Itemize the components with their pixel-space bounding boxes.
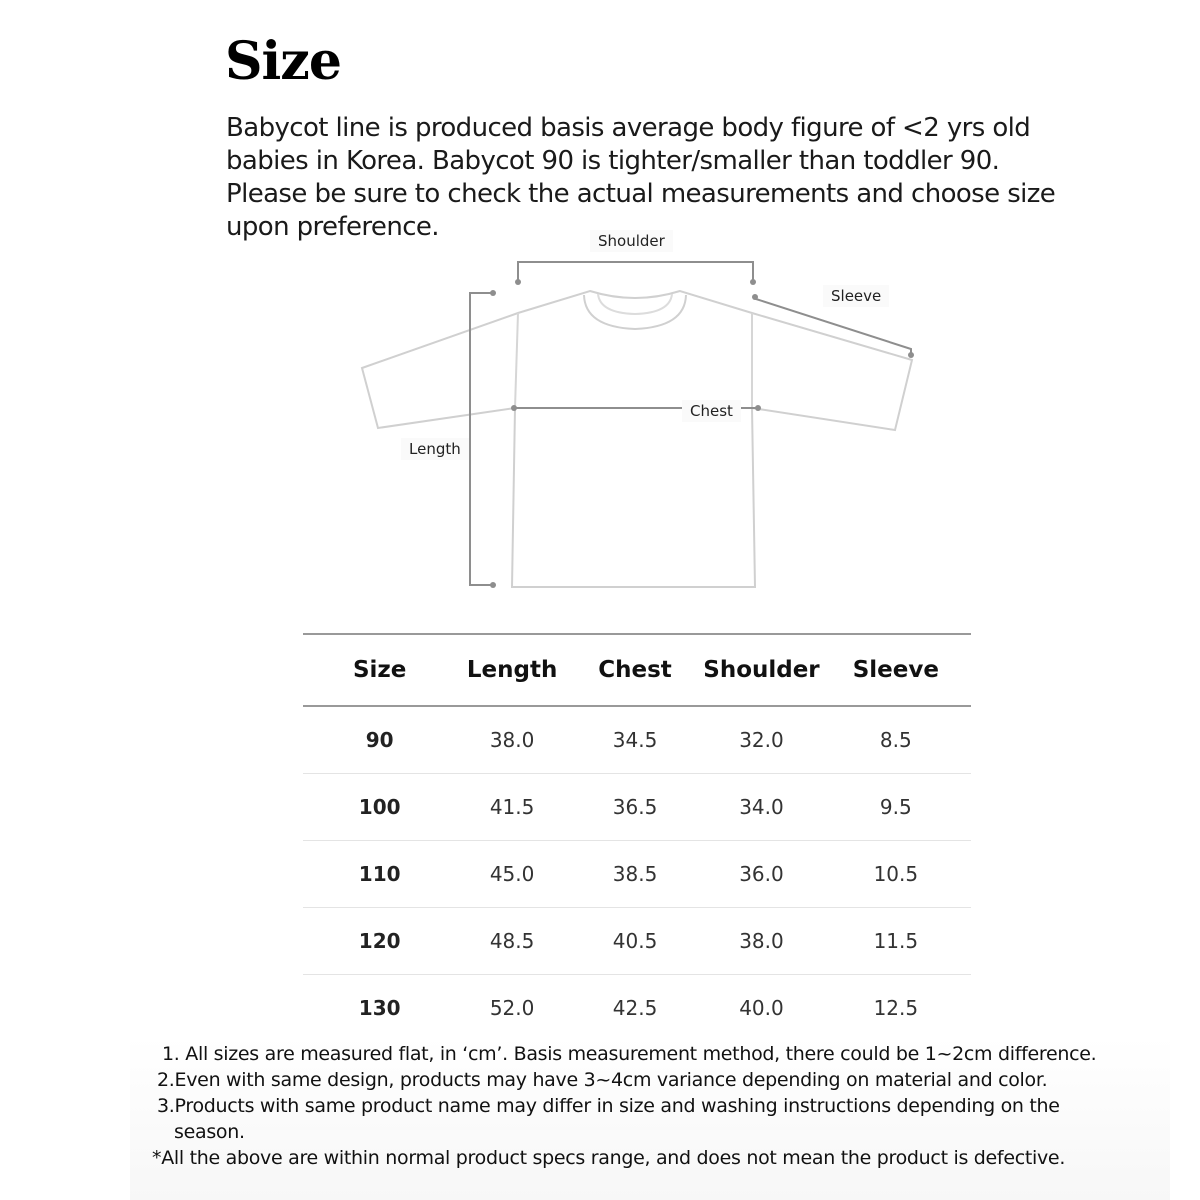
sleeve-label: Sleeve [823,285,889,307]
size-cell: 110 [303,841,456,908]
chest-cell: 40.5 [568,908,702,975]
sleeve-cell: 12.5 [821,975,971,1043]
chest-label: Chest [682,400,741,422]
length-endpoint [490,582,496,588]
header-shoulder: Shoulder [702,634,820,706]
sleeve-cell: 8.5 [821,706,971,774]
chest-endpoint [511,405,517,411]
shoulder-cell: 34.0 [702,774,820,841]
header-length: Length [456,634,567,706]
length-cell: 48.5 [456,908,567,975]
table-row [303,908,971,975]
sleeve-cell: 9.5 [821,774,971,841]
size-table [303,633,971,1043]
length-cell: 45.0 [456,841,567,908]
size-cell: 100 [303,774,456,841]
shoulder-cell: 38.0 [702,908,820,975]
intro-line: upon preference. [226,212,439,242]
table-row [303,774,971,841]
header-size: Size [303,634,456,706]
intro-line: Babycot line is produced basis average body figure of <2 yrs old [226,113,1031,143]
length-cell: 52.0 [456,975,567,1043]
notes-section [130,1036,1170,1200]
shoulder-endpoint [515,279,521,285]
length-cell: 41.5 [456,774,567,841]
chest-cell: 38.5 [568,841,702,908]
length-endpoint [490,290,496,296]
note-1: 1. All sizes are measured flat, in ‘cm’. Basis measurement method, there could be 1~2cm difference. [162,1043,1097,1065]
chest-cell: 34.5 [568,706,702,774]
sleeve-endpoint [752,294,758,300]
disclaimer: *All the above are within normal product specs range, and does not mean the product is defective. [152,1147,1066,1169]
table-row [303,706,971,774]
shoulder-endpoint [750,279,756,285]
size-cell: 120 [303,908,456,975]
table-row [303,841,971,908]
shoulder-measure-line [518,262,753,282]
intro-line: babies in Korea. Babycot 90 is tighter/smaller than toddler 90. [226,146,1000,176]
sleeve-endpoint [908,352,914,358]
page-title: Size [225,31,341,92]
header-chest: Chest [568,634,702,706]
note-3: 3.Products with same product name may differ in size and washing instructions depending on the [157,1095,1060,1117]
sleeve-cell: 11.5 [821,908,971,975]
table-header-row [303,634,971,706]
left-sleeve-seam [515,313,518,408]
note-3-continued: season. [174,1121,245,1143]
size-cell: 130 [303,975,456,1043]
chest-cell: 36.5 [568,774,702,841]
sleeve-cell: 10.5 [821,841,971,908]
intro-line: Please be sure to check the actual measurements and choose size [226,179,1056,209]
header-sleeve: Sleeve [821,634,971,706]
table-row [303,975,971,1043]
chest-cell: 42.5 [568,975,702,1043]
length-cell: 38.0 [456,706,567,774]
shoulder-cell: 36.0 [702,841,820,908]
length-label: Length [401,438,469,460]
length-measure-line [470,293,493,585]
note-2: 2.Even with same design, products may have 3~4cm variance depending on material and color. [157,1069,1048,1091]
shoulder-cell: 40.0 [702,975,820,1043]
shoulder-cell: 32.0 [702,706,820,774]
shoulder-label: Shoulder [590,230,673,252]
size-cell: 90 [303,706,456,774]
chest-endpoint [755,405,761,411]
